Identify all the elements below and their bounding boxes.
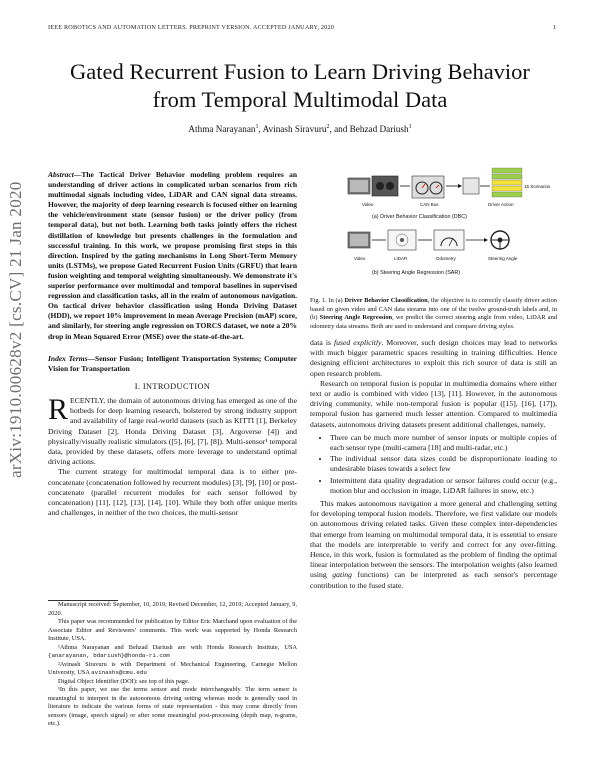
figure-1-caption	[310, 297, 557, 331]
arrow-head-top	[458, 184, 462, 188]
intro-paragraph-2: The current strategy for multimodal temporal data is to either pre-concatenate (concatenation followed by recurrent modules) [3], [9], [10] or post-concatenate (parallel recurrent modules for each sensor followed by concatenation) [11], [12], [13], [14], [10]. While they both offer unique merits and challenges, in neither of the two choices, the multi-sensor	[48, 467, 297, 518]
bottom-label-lidar: LIDAR	[394, 256, 408, 261]
arxiv-stamp: arXiv:1910.00628v2 [cs.CV] 21 Jan 2020	[6, 181, 25, 478]
author-3: Behzad Dariush	[349, 124, 409, 135]
right-p1-start: data is	[310, 338, 335, 347]
author-list	[40, 124, 560, 134]
caption-mid: , the objective is to correctly classify driver action based on given video and CAN data streams into one of the twelve ground-truth labels and, in (b)	[310, 297, 557, 322]
author-1-affiliation: 1	[255, 124, 259, 130]
bottom-label-video: Video	[354, 256, 366, 261]
list-item: • Intermittent data quality degradation or sensor failures could occur (e.g., motion blur and occlusion in image, LiDAR failures in snow, etc.)	[330, 476, 557, 496]
caption-suffix: , we predict the correct steering angle from video, LiDAR and odometry data streams. Both are used to understand and compare driving styles.	[310, 314, 557, 330]
list-item: • The individual sensor data sizes could be disproportionate leading to undesirable biases towards a select few	[330, 454, 557, 474]
footnote-affiliation-1	[48, 644, 297, 661]
caption-prefix: Fig. 1. In (a)	[310, 297, 345, 304]
footnote-doi: Digital Object Identifier (DOI): see top of this page.	[58, 677, 190, 685]
abstract	[48, 170, 297, 342]
right-paragraph-2: Research on temporal fusion is popular in multimedia domains where either text or audio is combined with video [13], [11]. However, in the autonomous driving community, while non-temporal fusion is popular ([15], [16], [17]), temporal fusion has garnered much lesser attention. Compared to multimedia datasets, autonomous driving datasets present additional challenges, namely,	[310, 378, 557, 429]
caption-bold-dbc: Driver Behavior Classification	[344, 297, 428, 304]
introduction-body	[48, 393, 297, 518]
page-number: 1	[552, 24, 556, 31]
network-block	[463, 178, 479, 194]
lidar-icon	[388, 230, 416, 250]
footnote-affiliation-2	[48, 661, 297, 678]
odometry-gauge-icon	[434, 230, 464, 250]
right-paragraph-3	[310, 499, 557, 591]
bottom-label-odometry: Odometry	[436, 256, 456, 261]
footnotes	[48, 601, 297, 729]
right-paragraph-1	[310, 338, 557, 379]
title-line-1: Gated Recurrent Fusion to Learn Driving Behavior	[70, 59, 530, 84]
arrow-head-bottom	[484, 238, 488, 242]
right-p3-emphasis: gating	[332, 570, 352, 580]
running-header	[48, 24, 556, 31]
top-label-canbus: CAN Bus	[420, 202, 439, 207]
author-2-affiliation: 2	[326, 124, 330, 130]
section-heading-introduction: I. INTRODUCTION	[134, 382, 211, 391]
index-terms	[48, 354, 297, 374]
footnote-sensor-mode: ¹In this paper, we use the terms sensor and mode interchangeably. The term sensor is meaningful to interpret in the autonomous driving setting whereas mode is generally used in literature to indicate the various forms of state representation - this may come directly from sensors (image, speech signal) or after some meaningful post-processing (depth map, n-grams, etc.).	[48, 686, 297, 727]
running-header-text: IEEE ROBOTICS AND AUTOMATION LETTERS. PREPRINT VERSION. ACCEPTED JANUARY, 2020	[48, 24, 335, 31]
caption-bold-sar: Steering Angle Regression	[319, 314, 393, 322]
right-p3-start: This makes autonomous navigation a more general and challenging setting for developing temporal fusion models. Therefore, we first validate our models on autonomous driving related tasks. Given these complex inter-dependencies that emerge from learning on multimodal temporal data, it is essential to ensure that the models are interpretable to verify and correct for any over-fitting. Hence, in this work, fusion is formulated as the problem of finding the optimal linear interpolation between the sensors. The interpolation weights (also learned using	[310, 499, 557, 580]
steering-wheel-icon	[491, 231, 509, 249]
intro-paragraph-1: ECENTLY, the domain of autonomous driving has emerged as one of the hotbeds for deep learning research, bolstered by strong industry support and availability of large real-world datasets (such as KITTI [1], Berkeley Driving Dataset [2], Honda Driving Dataset [3], Argoverse [4]) and physically/visually realistic simulators ([5], [6], [7], [8]). Multi-sensor¹ temporal data, provided by these datasets, offers more leverage to understand optimal driving actions.	[48, 396, 297, 467]
footnote-manuscript: Manuscript received: September, 10, 2019; Revised December, 12, 2019; Accepted January, 9, 2020.	[48, 601, 297, 617]
right-p1-emphasis: fused explicitly	[334, 338, 382, 347]
footnote-recommended: This paper was recommended for publication by Editor Eric Marchand upon evaluation of the Associate Editor and Reviewers' comments. This work was supported by Honda Research Institute, USA.	[48, 618, 297, 642]
email-honda[interactable]: {anarayanan, bdariush}@honda-ri.com	[48, 652, 170, 659]
index-terms-text: —Sensor Fusion; Intelligent Transportation Systems; Computer Vision for Transportation	[48, 354, 298, 374]
drop-cap: R	[48, 393, 69, 426]
author-3-affiliation: 1	[408, 124, 412, 130]
right-p1-end: . Moreover, such design choices may lead to networks with much bigger parametric spaces resulting in training difficulties. Hence designing efficient architectures to exploit this rich source of data is still an open research problem.	[310, 338, 557, 378]
author-separator-2: , and	[329, 124, 350, 135]
author-separator-1: ,	[258, 124, 263, 135]
author-2: Avinash Siravuru	[262, 124, 327, 135]
right-column-body	[310, 338, 557, 591]
challenges-list	[310, 433, 557, 496]
paper-title	[40, 58, 560, 114]
video-camera-icon	[348, 176, 398, 196]
abstract-label: Abstract	[48, 170, 74, 179]
scenario-label-stack	[492, 168, 522, 197]
right-p3-end: functions) can be interpreted as each sensor's percentage contribution to the fused state.	[310, 570, 557, 590]
bottom-label-steering: Steering Angle	[488, 256, 518, 261]
top-label-driver-action: Driver Action	[488, 202, 514, 207]
figure-1	[342, 166, 551, 290]
bottom-video-icon	[348, 232, 370, 248]
list-item: • There can be much more number of sensor inputs or multiple copies of each sensor type (multi-camera [18] and multi-radar, etc.)	[330, 433, 557, 453]
affiliation-1-text: ¹Athma Narayanan and Behzad Dariush are with Honda Research Institute, USA	[58, 643, 297, 651]
subcaption-a: (a) Driver Behavior Classification (DBC)	[372, 214, 467, 220]
subcaption-b: (b) Steering Angle Regression (SAR)	[372, 270, 461, 276]
title-line-2: from Temporal Multimodal Data	[152, 87, 448, 112]
scenarios-label: 16 Scenarios	[524, 184, 551, 189]
top-label-video: Video	[362, 202, 374, 207]
steering-gauge-icon	[412, 176, 444, 198]
figure-1-diagram	[342, 166, 551, 290]
index-terms-label: Index Terms	[48, 354, 88, 363]
author-1: Athma Narayanan	[188, 124, 256, 135]
email-cmu[interactable]: avinashs@cmu.edu	[91, 669, 147, 676]
abstract-text: —The Tactical Driver Behavior modeling problem requires an understanding of driver actions in complicated urban scenarios from rich multimodal signals including video, LiDAR and CAN signal data streams. However, the majority of deep learning research is focused either on learning the vehicle/environment state (sensor fusion) or the driver policy (from temporal data), but not both. Learning both tasks jointly offers the richest distillation of knowledge but presents challenges in the formulation and successful training. In this work, we propose promising first steps in this direction. Inspired by the gating mechanisms in Long Short-Term Memory units (LSTMs), we propose Gated Recurrent Fusion Units (GRFU) that learn fusion weighting and temporal weighting simultaneously. We demonstrate it's superior performance over multimodal and temporal baselines in supervised regression and classification tasks, all in the realm of autonomous navigation. On tactical driver behavior classification using Honda Driving Dataset (HDD), we report 10% improvement in mean Average Precision (mAP) score, and similarly, for steering angle regression on TORCS dataset, we note a 20% drop in Mean Squared Error (MSE) over the state-of-the-art.	[48, 170, 297, 341]
affiliation-2-text: ²Avinash Siravuru is with Department of Mechanical Engineering, Carnegie Mellon University, USA	[48, 660, 297, 676]
